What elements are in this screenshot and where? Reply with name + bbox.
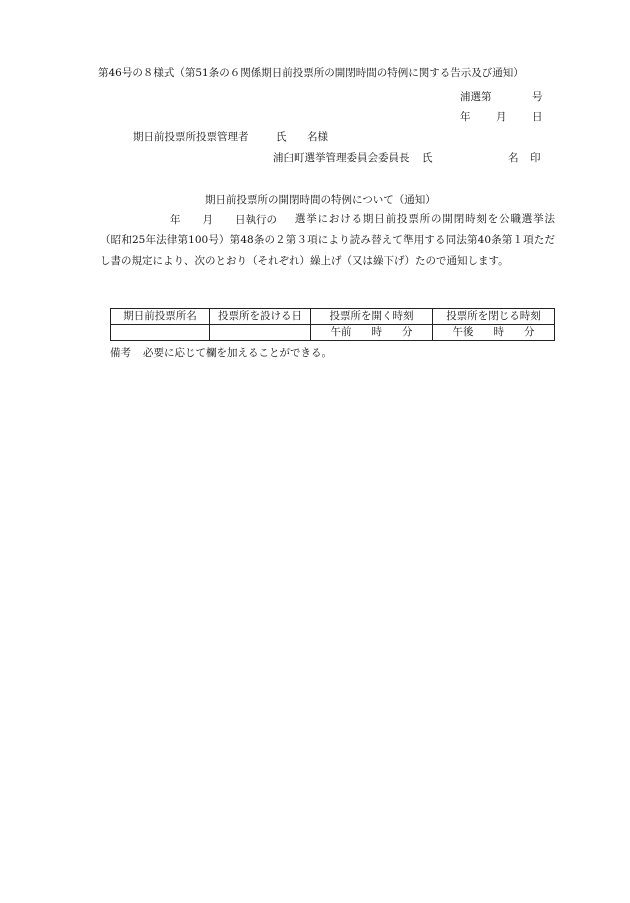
addressee-uji: 氏 — [276, 131, 287, 143]
ref-suffix: 号 — [532, 91, 543, 103]
ref-prefix: 浦選第 — [460, 91, 492, 103]
close-time-cell: 午後 時 分 — [433, 325, 555, 341]
sender-title: 浦臼町選挙管理委員会委員長 — [273, 152, 410, 164]
addressee-name-sama: 名様 — [307, 131, 328, 143]
body-text: 選挙における期日前投票所の開閉時刻を公職選挙法（昭和25年法律第100号）第48条の２第３項により読み替えて準用する同法第40条第１項ただし書の規定により、次のとおり（それぞれ）繰上げ（又は繰下げ）たので通知します。 — [100, 213, 555, 267]
table-header-cell: 投票所を開く時刻 — [311, 309, 433, 325]
remark-text: 必要に応じて欄を加えることができる。 — [143, 347, 332, 359]
addressee-title: 期日前投票所投票管理者 — [133, 131, 249, 143]
table-header-cell: 期日前投票所名 — [111, 309, 210, 325]
body-year: 年 — [170, 214, 181, 226]
notice-title: 期日前投票所の開閉時間の特例について（通知） — [205, 194, 436, 206]
remark-label: 備考 — [110, 347, 131, 359]
table-header-row — [111, 309, 555, 325]
remark — [110, 346, 332, 360]
sender-uji: 氏 — [422, 152, 433, 164]
time-table — [110, 308, 555, 341]
seal-mark: 印 — [530, 152, 541, 164]
open-time-cell: 午前 時 分 — [311, 325, 433, 341]
table-cell-empty — [111, 325, 210, 341]
sender-name: 名 — [508, 152, 519, 164]
date-month: 月 — [496, 111, 507, 123]
date-day: 日 — [532, 111, 543, 123]
body-day-exec: 日執行の — [235, 214, 277, 226]
form-title: 第46号の８様式（第51条の６関係期日前投票所の開閉時間の特例に関する告示及び通知） — [98, 67, 524, 79]
table-cell-empty — [210, 325, 311, 341]
table-header-cell: 投票所を設ける日 — [210, 309, 311, 325]
table-row — [111, 325, 555, 341]
body-month: 月 — [202, 214, 213, 226]
notice-body — [100, 209, 555, 272]
table-header-cell: 投票所を閉じる時刻 — [433, 309, 555, 325]
date-year: 年 — [460, 111, 471, 123]
